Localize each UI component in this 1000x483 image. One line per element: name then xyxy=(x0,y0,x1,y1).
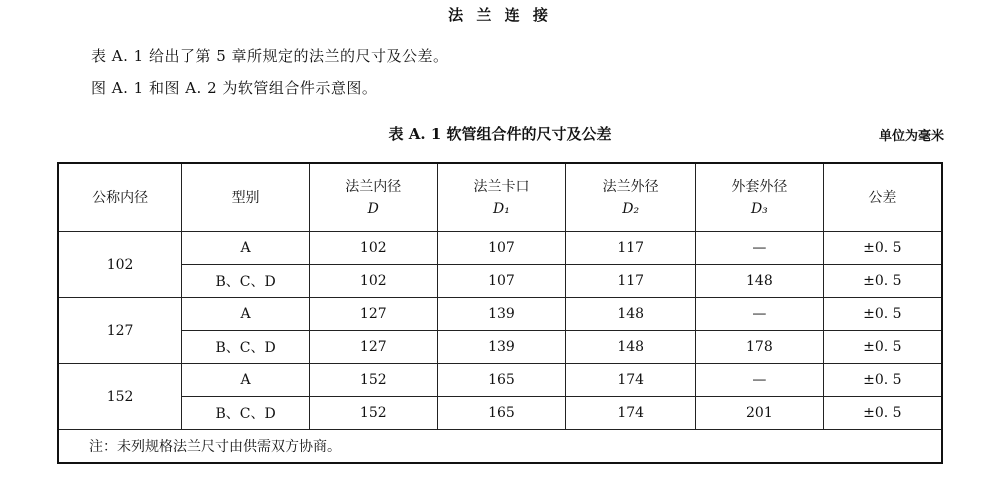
table-row xyxy=(58,397,942,430)
unit-label: 单位为毫米 xyxy=(878,129,944,144)
table-row xyxy=(58,331,942,364)
header-tolerance: 公差 xyxy=(823,163,942,232)
d2-cell: 117 xyxy=(566,265,696,298)
d-cell: 127 xyxy=(309,331,437,364)
type-cell: B、C、D xyxy=(182,265,310,298)
tolerance-cell: ±0. 5 xyxy=(823,232,942,265)
d2-cell: 148 xyxy=(566,298,696,331)
tolerance-cell: ±0. 5 xyxy=(823,364,942,397)
table-row xyxy=(58,364,942,397)
table-row xyxy=(58,298,942,331)
type-cell: B、C、D xyxy=(182,397,310,430)
d3-cell: 201 xyxy=(696,397,824,430)
d1-cell: 139 xyxy=(437,331,566,364)
d1-cell: 165 xyxy=(437,364,566,397)
d3-cell: — xyxy=(696,364,824,397)
table-header-row xyxy=(58,163,942,232)
header-type: 型别 xyxy=(182,163,310,232)
header-sleeve-outer-diameter: 外套外径 D₃ xyxy=(696,163,824,232)
tolerance-cell: ±0. 5 xyxy=(823,265,942,298)
header-flange-inner-diameter: 法兰内径 D xyxy=(309,163,437,232)
d2-cell: 117 xyxy=(566,232,696,265)
header-flange-clamp: 法兰卡口 D₁ xyxy=(437,163,566,232)
d3-cell: 178 xyxy=(696,331,824,364)
table-note: 注：未列规格法兰尺寸由供需双方协商。 xyxy=(58,430,942,464)
table-row xyxy=(58,232,942,265)
d1-cell: 139 xyxy=(437,298,566,331)
d-cell: 102 xyxy=(309,265,437,298)
nominal-cell: 127 xyxy=(58,298,182,364)
dimensions-table xyxy=(57,162,943,464)
d-cell: 152 xyxy=(309,397,437,430)
intro-paragraph-2: 图 A. 1 和图 A. 2 为软管组合件示意图。 xyxy=(91,79,378,97)
d1-cell: 165 xyxy=(437,397,566,430)
type-cell: A xyxy=(182,364,310,397)
d3-cell: 148 xyxy=(696,265,824,298)
d-cell: 127 xyxy=(309,298,437,331)
nominal-cell: 152 xyxy=(58,364,182,430)
type-cell: B、C、D xyxy=(182,331,310,364)
d2-cell: 148 xyxy=(566,331,696,364)
tolerance-cell: ±0. 5 xyxy=(823,298,942,331)
header-flange-outer-diameter: 法兰外径 D₂ xyxy=(566,163,696,232)
d3-cell: — xyxy=(696,298,824,331)
table-note-row xyxy=(58,430,942,464)
d2-cell: 174 xyxy=(566,364,696,397)
tolerance-cell: ±0. 5 xyxy=(823,397,942,430)
intro-paragraph-1: 表 A. 1 给出了第 5 章所规定的法兰的尺寸及公差。 xyxy=(91,47,449,65)
d1-cell: 107 xyxy=(437,265,566,298)
d-cell: 152 xyxy=(309,364,437,397)
section-title: 法 兰 连 接 xyxy=(448,6,552,24)
table-caption: 表 A. 1 软管组合件的尺寸及公差 xyxy=(388,125,612,143)
type-cell: A xyxy=(182,298,310,331)
type-cell: A xyxy=(182,232,310,265)
nominal-cell: 102 xyxy=(58,232,182,298)
d2-cell: 174 xyxy=(566,397,696,430)
d3-cell: — xyxy=(696,232,824,265)
tolerance-cell: ±0. 5 xyxy=(823,331,942,364)
table-row xyxy=(58,265,942,298)
d1-cell: 107 xyxy=(437,232,566,265)
d-cell: 102 xyxy=(309,232,437,265)
header-nominal-diameter: 公称内径 xyxy=(58,163,182,232)
